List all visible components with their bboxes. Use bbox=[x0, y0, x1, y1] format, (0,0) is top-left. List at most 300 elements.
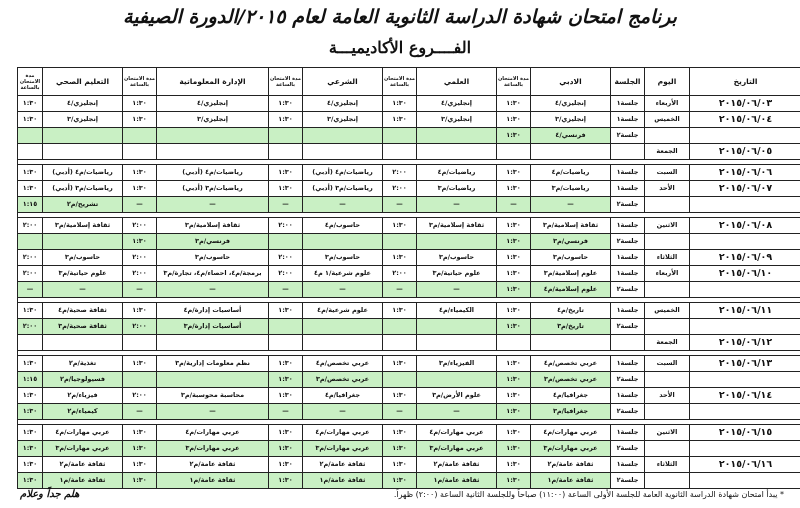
day-cell: الثلاثاء bbox=[645, 457, 690, 473]
it-management-cell: ثقافة إسلامية/م٣ bbox=[157, 218, 269, 234]
sharia-cell: رياضيات/م٤ (أدبي) bbox=[303, 165, 383, 181]
it-management-duration-cell: ١:٣٠ bbox=[123, 441, 157, 457]
literary-duration-cell: ١:٣٠ bbox=[497, 372, 531, 388]
health-education-duration-cell: ١:٣٠ bbox=[18, 165, 43, 181]
scientific-duration-cell: ٢:٠٠ bbox=[383, 181, 417, 197]
literary-cell bbox=[531, 335, 611, 351]
health-education-duration-cell: ١:٣٠ bbox=[18, 112, 43, 128]
literary-cell: رياضيات/م٣ bbox=[531, 181, 611, 197]
it-management-cell: — bbox=[157, 404, 269, 420]
table-row bbox=[18, 372, 800, 388]
scientific-duration-cell: ١:٣٠ bbox=[383, 112, 417, 128]
table-row bbox=[18, 473, 800, 489]
day-cell: الاثنين bbox=[645, 425, 690, 441]
scientific-cell: ثقافة عامة/م١ bbox=[417, 473, 497, 489]
sharia-duration-cell: ١:٣٠ bbox=[269, 425, 303, 441]
health-education-cell: تشريح/م٢ bbox=[43, 197, 123, 213]
date-cell: ٢٠١٥/٠٦/٠٨ bbox=[690, 218, 800, 234]
it-management-cell bbox=[157, 335, 269, 351]
it-management-duration-cell bbox=[123, 128, 157, 144]
health-education-duration-cell bbox=[18, 128, 43, 144]
literary-cell: عربي تخصص/م٤ bbox=[531, 356, 611, 372]
table-row bbox=[18, 457, 800, 473]
health-education-cell bbox=[43, 128, 123, 144]
health-education-cell: عربي مهارات/م٤ bbox=[43, 425, 123, 441]
day-cell: الجمعة bbox=[645, 335, 690, 351]
sharia-cell bbox=[303, 234, 383, 250]
sharia-cell: عربي مهارات/م٤ bbox=[303, 425, 383, 441]
sharia-cell: عربي تخصص/م٣ bbox=[303, 372, 383, 388]
literary-cell: إنجليزي/٣ bbox=[531, 112, 611, 128]
footer-note: * يبدأ امتحان شهادة الدراسة الثانوية العامة للجلسة الأولى الساعة (١١:٠٠) صباحاً وللجلسة الثانية الساعة (٢:٠٠) ظهراً. bbox=[393, 490, 784, 499]
scientific-duration-cell: ١:٣٠ bbox=[383, 425, 417, 441]
session-cell: جلسة١ bbox=[611, 303, 645, 319]
header-it-management: الإدارة المعلوماتية bbox=[157, 68, 269, 96]
health-education-duration-cell: ١:٣٠ bbox=[18, 96, 43, 112]
literary-duration-cell: ١:٣٠ bbox=[497, 234, 531, 250]
date-cell: ٢٠١٥/٠٦/١٢ bbox=[690, 335, 800, 351]
table-row bbox=[18, 335, 800, 351]
header-duration: مدة الامتحان بالساعة bbox=[18, 68, 43, 96]
literary-duration-cell: ١:٣٠ bbox=[497, 165, 531, 181]
scientific-cell: — bbox=[417, 404, 497, 420]
health-education-duration-cell bbox=[18, 335, 43, 351]
it-management-cell: أساسيات إدارة/م٣ bbox=[157, 319, 269, 335]
table-row bbox=[18, 303, 800, 319]
day-cell: الخميس bbox=[645, 303, 690, 319]
footer-wish: هلم جداً وعلام bbox=[20, 489, 80, 500]
date-cell: ٢٠١٥/٠٦/١٦ bbox=[690, 457, 800, 473]
health-education-duration-cell: ١:٣٠ bbox=[18, 388, 43, 404]
literary-duration-cell bbox=[497, 144, 531, 160]
scientific-duration-cell: ١:٣٠ bbox=[383, 96, 417, 112]
scientific-cell bbox=[417, 144, 497, 160]
health-education-cell: فيزياء/م٢ bbox=[43, 388, 123, 404]
sharia-cell: عربي تخصص/م٤ bbox=[303, 356, 383, 372]
health-education-duration-cell: ٢:٠٠ bbox=[18, 250, 43, 266]
health-education-cell: ثقافة صحية/م٣ bbox=[43, 319, 123, 335]
header-sharia: الشرعي bbox=[303, 68, 383, 96]
sharia-duration-cell: ١:٣٠ bbox=[269, 96, 303, 112]
header-health-education: التعليم الصحي bbox=[43, 68, 123, 96]
date-cell bbox=[690, 372, 800, 388]
date-cell bbox=[690, 234, 800, 250]
header-date: التاريخ bbox=[690, 68, 800, 96]
sharia-cell: حاسوب/م٣ bbox=[303, 250, 383, 266]
it-management-cell: حاسوب/م٣ bbox=[157, 250, 269, 266]
date-cell: ٢٠١٥/٠٦/٠٣ bbox=[690, 96, 800, 112]
it-management-duration-cell: — bbox=[123, 282, 157, 298]
scientific-duration-cell bbox=[383, 128, 417, 144]
literary-duration-cell bbox=[497, 335, 531, 351]
sharia-cell: رياضيات/م٣ (أدبي) bbox=[303, 181, 383, 197]
scientific-cell bbox=[417, 128, 497, 144]
scientific-cell: الفيزياء/م٣ bbox=[417, 356, 497, 372]
table-row bbox=[18, 218, 800, 234]
it-management-cell: — bbox=[157, 197, 269, 213]
date-cell: ٢٠١٥/٠٦/١٥ bbox=[690, 425, 800, 441]
sharia-duration-cell bbox=[269, 144, 303, 160]
day-cell: الاثنين bbox=[645, 218, 690, 234]
table-row bbox=[18, 266, 800, 282]
day-cell: الأحد bbox=[645, 181, 690, 197]
literary-duration-cell: ١:٣٠ bbox=[497, 319, 531, 335]
it-management-duration-cell bbox=[123, 144, 157, 160]
session-cell bbox=[611, 144, 645, 160]
day-cell: الأربعاء bbox=[645, 96, 690, 112]
scientific-duration-cell: ٢:٠٠ bbox=[383, 165, 417, 181]
it-management-duration-cell: ٢:٠٠ bbox=[123, 319, 157, 335]
literary-cell: عربي مهارات/م٣ bbox=[531, 441, 611, 457]
sharia-duration-cell: ١:٣٠ bbox=[269, 441, 303, 457]
literary-cell: ثقافة عامة/م٢ bbox=[531, 457, 611, 473]
sharia-duration-cell: ١:٣٠ bbox=[269, 165, 303, 181]
health-education-duration-cell bbox=[18, 234, 43, 250]
it-management-cell: ثقافة عامة/م١ bbox=[157, 473, 269, 489]
it-management-cell: عربي مهارات/م٣ bbox=[157, 441, 269, 457]
literary-cell: فرنسي/م٣ bbox=[531, 234, 611, 250]
scientific-duration-cell: — bbox=[383, 197, 417, 213]
day-cell: الثلاثاء bbox=[645, 250, 690, 266]
literary-cell: فرنسي/٤ bbox=[531, 128, 611, 144]
it-management-duration-cell: ١:٣٠ bbox=[123, 165, 157, 181]
scientific-cell: — bbox=[417, 197, 497, 213]
sharia-duration-cell bbox=[269, 234, 303, 250]
health-education-cell: تغذية/م٢ bbox=[43, 356, 123, 372]
it-management-cell: أساسيات إدارة/م٤ bbox=[157, 303, 269, 319]
session-cell: جلسة١ bbox=[611, 266, 645, 282]
sharia-cell bbox=[303, 335, 383, 351]
sharia-cell: علوم شرعية/١ م٤ bbox=[303, 266, 383, 282]
scientific-duration-cell: ١:٣٠ bbox=[383, 303, 417, 319]
health-education-cell bbox=[43, 144, 123, 160]
date-cell bbox=[690, 404, 800, 420]
sharia-duration-cell: ١:٣٠ bbox=[269, 303, 303, 319]
scientific-duration-cell bbox=[383, 144, 417, 160]
scientific-cell: حاسوب/م٣ bbox=[417, 250, 497, 266]
day-cell: الأحد bbox=[645, 388, 690, 404]
header-duration: مدة الامتحان بالساعة bbox=[497, 68, 531, 96]
it-management-cell: برمجة/م٤، احصاء/م٤، تجارة/م٣ bbox=[157, 266, 269, 282]
it-management-duration-cell bbox=[123, 335, 157, 351]
session-cell: جلسة١ bbox=[611, 457, 645, 473]
literary-cell: عربي مهارات/م٤ bbox=[531, 425, 611, 441]
session-cell: جلسة٢ bbox=[611, 441, 645, 457]
date-cell bbox=[690, 197, 800, 213]
scientific-duration-cell: ١:٣٠ bbox=[383, 441, 417, 457]
health-education-cell: رياضيات/م٣ (أدبي) bbox=[43, 181, 123, 197]
it-management-duration-cell: ١:٣٠ bbox=[123, 473, 157, 489]
table-row bbox=[18, 356, 800, 372]
health-education-duration-cell: ١:٣٠ bbox=[18, 473, 43, 489]
table-row bbox=[18, 404, 800, 420]
literary-duration-cell: ١:٣٠ bbox=[497, 404, 531, 420]
it-management-cell: إنجليزي/٣ bbox=[157, 112, 269, 128]
literary-duration-cell: ١:٣٠ bbox=[497, 388, 531, 404]
page-title: برنامج امتحان شهادة الدراسة الثانوية العامة لعام ٢٠١٥/الدورة الصيفية bbox=[123, 6, 677, 28]
literary-duration-cell: ١:٣٠ bbox=[497, 112, 531, 128]
scientific-duration-cell: ١:٣٠ bbox=[383, 218, 417, 234]
scientific-cell: عربي مهارات/م٤ bbox=[417, 425, 497, 441]
it-management-duration-cell: — bbox=[123, 404, 157, 420]
header-day: اليوم bbox=[645, 68, 690, 96]
day-cell bbox=[645, 234, 690, 250]
table-row bbox=[18, 144, 800, 160]
scientific-duration-cell: ١:٣٠ bbox=[383, 250, 417, 266]
table-row bbox=[18, 181, 800, 197]
session-cell: جلسة١ bbox=[611, 218, 645, 234]
scientific-cell: علوم الأرض/م٣ bbox=[417, 388, 497, 404]
scientific-cell: عربي مهارات/م٣ bbox=[417, 441, 497, 457]
date-cell: ٢٠١٥/٠٦/١٤ bbox=[690, 388, 800, 404]
sharia-duration-cell: — bbox=[269, 282, 303, 298]
it-management-cell bbox=[157, 372, 269, 388]
session-cell: جلسة١ bbox=[611, 356, 645, 372]
scientific-duration-cell: ١:٣٠ bbox=[383, 356, 417, 372]
scientific-cell: رياضيات/م٣ bbox=[417, 181, 497, 197]
literary-duration-cell: ١:٣٠ bbox=[497, 181, 531, 197]
scientific-cell bbox=[417, 319, 497, 335]
header-session: الجلسة bbox=[611, 68, 645, 96]
day-cell bbox=[645, 282, 690, 298]
it-management-duration-cell: ٢:٠٠ bbox=[123, 250, 157, 266]
literary-duration-cell: ١:٣٠ bbox=[497, 96, 531, 112]
schedule-table-wrap bbox=[17, 67, 781, 489]
sharia-cell: جغرافيا/م٤ bbox=[303, 388, 383, 404]
sharia-duration-cell: ٢:٠٠ bbox=[269, 218, 303, 234]
page-subtitle: الفــــروع الأكاديميـــة bbox=[328, 38, 472, 57]
table-row bbox=[18, 128, 800, 144]
exam-schedule-table bbox=[17, 67, 800, 489]
literary-duration-cell: ١:٣٠ bbox=[497, 356, 531, 372]
health-education-cell: — bbox=[43, 282, 123, 298]
session-cell: جلسة١ bbox=[611, 181, 645, 197]
it-management-cell bbox=[157, 128, 269, 144]
it-management-cell: فرنسي/م٣ bbox=[157, 234, 269, 250]
it-management-duration-cell: — bbox=[123, 197, 157, 213]
scientific-cell: إنجليزي/٤ bbox=[417, 96, 497, 112]
scientific-cell: الكيمياء/م٤ bbox=[417, 303, 497, 319]
day-cell: الجمعة bbox=[645, 144, 690, 160]
it-management-duration-cell: ٢:٠٠ bbox=[123, 218, 157, 234]
health-education-duration-cell: ١:٣٠ bbox=[18, 425, 43, 441]
date-cell: ٢٠١٥/٠٦/٠٥ bbox=[690, 144, 800, 160]
sharia-cell: ثقافة عامة/م٢ bbox=[303, 457, 383, 473]
literary-cell: عربي تخصص/م٣ bbox=[531, 372, 611, 388]
health-education-cell: ثقافة عامة/م٢ bbox=[43, 457, 123, 473]
it-management-duration-cell bbox=[123, 372, 157, 388]
sharia-duration-cell: ١:٣٠ bbox=[269, 112, 303, 128]
scientific-cell bbox=[417, 234, 497, 250]
health-education-cell: إنجليزي/٣ bbox=[43, 112, 123, 128]
table-row bbox=[18, 250, 800, 266]
table-row bbox=[18, 165, 800, 181]
scientific-duration-cell bbox=[383, 372, 417, 388]
day-cell bbox=[645, 372, 690, 388]
table-header-row bbox=[18, 68, 800, 96]
scientific-duration-cell: — bbox=[383, 404, 417, 420]
sharia-duration-cell: ١:٣٠ bbox=[269, 356, 303, 372]
health-education-duration-cell: ٢:٠٠ bbox=[18, 319, 43, 335]
scientific-cell: إنجليزي/٣ bbox=[417, 112, 497, 128]
session-cell: جلسة١ bbox=[611, 165, 645, 181]
health-education-duration-cell: ١:٣٠ bbox=[18, 303, 43, 319]
health-education-duration-cell: ١:٣٠ bbox=[18, 441, 43, 457]
scientific-duration-cell: ١:٣٠ bbox=[383, 457, 417, 473]
day-cell: الخميس bbox=[645, 112, 690, 128]
sharia-cell: — bbox=[303, 282, 383, 298]
it-management-cell: ثقافة عامة/م٢ bbox=[157, 457, 269, 473]
sharia-duration-cell: ١:٣٠ bbox=[269, 388, 303, 404]
it-management-cell bbox=[157, 144, 269, 160]
table-row bbox=[18, 112, 800, 128]
literary-cell: علوم إسلامية/م٣ bbox=[531, 266, 611, 282]
sharia-cell: ثقافة عامة/م١ bbox=[303, 473, 383, 489]
date-cell: ٢٠١٥/٠٦/٠٤ bbox=[690, 112, 800, 128]
it-management-cell: رياضيات/م٤ (أدبي) bbox=[157, 165, 269, 181]
literary-cell: جغرافيا/م٣ bbox=[531, 404, 611, 420]
table-row bbox=[18, 425, 800, 441]
session-cell: جلسة١ bbox=[611, 96, 645, 112]
session-cell: جلسة٢ bbox=[611, 282, 645, 298]
sharia-duration-cell: ١:٣٠ bbox=[269, 457, 303, 473]
literary-duration-cell: ١:٣٠ bbox=[497, 473, 531, 489]
sharia-cell bbox=[303, 144, 383, 160]
sharia-duration-cell: — bbox=[269, 404, 303, 420]
session-cell: جلسة٢ bbox=[611, 372, 645, 388]
date-cell bbox=[690, 473, 800, 489]
table-row bbox=[18, 282, 800, 298]
sharia-duration-cell: ١:٣٠ bbox=[269, 181, 303, 197]
literary-cell: ثقافة عامة/م١ bbox=[531, 473, 611, 489]
scientific-duration-cell: — bbox=[383, 282, 417, 298]
literary-cell: جغرافيا/م٤ bbox=[531, 388, 611, 404]
day-cell bbox=[645, 473, 690, 489]
sharia-duration-cell: ١:٣٠ bbox=[269, 473, 303, 489]
it-management-duration-cell: ١:٣٠ bbox=[123, 96, 157, 112]
health-education-duration-cell: ١:٣٠ bbox=[18, 457, 43, 473]
literary-cell: تاريخ/م٤ bbox=[531, 303, 611, 319]
header-duration: مدة الامتحان بالساعة bbox=[269, 68, 303, 96]
sharia-duration-cell: ٢:٠٠ bbox=[269, 266, 303, 282]
scientific-cell: — bbox=[417, 282, 497, 298]
date-cell: ٢٠١٥/٠٦/٠٦ bbox=[690, 165, 800, 181]
table-row bbox=[18, 234, 800, 250]
health-education-duration-cell: ٢:٠٠ bbox=[18, 266, 43, 282]
table-row bbox=[18, 388, 800, 404]
scientific-cell: علوم حياتية/م٣ bbox=[417, 266, 497, 282]
session-cell: جلسة٢ bbox=[611, 128, 645, 144]
it-management-duration-cell: ٢:٠٠ bbox=[123, 266, 157, 282]
scientific-cell: ثقافة إسلامية/م٣ bbox=[417, 218, 497, 234]
it-management-duration-cell: ٢:٠٠ bbox=[123, 388, 157, 404]
session-cell: جلسة١ bbox=[611, 425, 645, 441]
health-education-cell: ثقافة عامة/م١ bbox=[43, 473, 123, 489]
date-cell bbox=[690, 128, 800, 144]
table-row bbox=[18, 96, 800, 112]
health-education-duration-cell bbox=[18, 144, 43, 160]
health-education-cell: علوم حياتية/م٣ bbox=[43, 266, 123, 282]
health-education-cell: كيمياء/م٢ bbox=[43, 404, 123, 420]
it-management-duration-cell: ١:٣٠ bbox=[123, 303, 157, 319]
it-management-duration-cell: ١:٣٠ bbox=[123, 234, 157, 250]
date-cell bbox=[690, 282, 800, 298]
scientific-cell: رياضيات/م٤ bbox=[417, 165, 497, 181]
health-education-duration-cell: ١:٣٠ bbox=[18, 356, 43, 372]
sharia-cell: — bbox=[303, 404, 383, 420]
literary-duration-cell: ١:٣٠ bbox=[497, 441, 531, 457]
sharia-cell bbox=[303, 128, 383, 144]
date-cell bbox=[690, 319, 800, 335]
literary-cell: رياضيات/م٤ bbox=[531, 165, 611, 181]
health-education-duration-cell: — bbox=[18, 282, 43, 298]
date-cell: ٢٠١٥/٠٦/١١ bbox=[690, 303, 800, 319]
literary-cell: إنجليزي/٤ bbox=[531, 96, 611, 112]
sharia-duration-cell: ٢:٠٠ bbox=[269, 250, 303, 266]
scientific-duration-cell: ١:٣٠ bbox=[383, 388, 417, 404]
table-row bbox=[18, 197, 800, 213]
scientific-cell: ثقافة عامة/م٢ bbox=[417, 457, 497, 473]
day-cell bbox=[645, 404, 690, 420]
table-row bbox=[18, 441, 800, 457]
health-education-cell: رياضيات/م٤ (أدبي) bbox=[43, 165, 123, 181]
day-cell: الأربعاء bbox=[645, 266, 690, 282]
sharia-duration-cell: ١:٣٠ bbox=[269, 372, 303, 388]
it-management-duration-cell: ١:٣٠ bbox=[123, 112, 157, 128]
sharia-cell: — bbox=[303, 197, 383, 213]
health-education-cell: فسيولوجيا/م٢ bbox=[43, 372, 123, 388]
scientific-cell bbox=[417, 372, 497, 388]
session-cell: جلسة٢ bbox=[611, 319, 645, 335]
sharia-duration-cell bbox=[269, 335, 303, 351]
it-management-cell: رياضيات/م٣ (أدبي) bbox=[157, 181, 269, 197]
header-duration: مدة الامتحان بالساعة bbox=[383, 68, 417, 96]
date-cell bbox=[690, 441, 800, 457]
schedule-body bbox=[18, 96, 800, 489]
scientific-duration-cell bbox=[383, 319, 417, 335]
literary-cell: — bbox=[531, 197, 611, 213]
scientific-duration-cell bbox=[383, 234, 417, 250]
sharia-cell: إنجليزي/٣ bbox=[303, 112, 383, 128]
header-scientific: العلمي bbox=[417, 68, 497, 96]
health-education-duration-cell: ١:٣٠ bbox=[18, 181, 43, 197]
session-cell: جلسة٢ bbox=[611, 234, 645, 250]
it-management-cell: — bbox=[157, 282, 269, 298]
sharia-duration-cell bbox=[269, 319, 303, 335]
health-education-duration-cell: ١:٣٠ bbox=[18, 404, 43, 420]
scientific-cell bbox=[417, 335, 497, 351]
session-cell: جلسة١ bbox=[611, 388, 645, 404]
header-literary: الادبي bbox=[531, 68, 611, 96]
literary-duration-cell: ١:٣٠ bbox=[497, 457, 531, 473]
date-cell: ٢٠١٥/٠٦/٠٩ bbox=[690, 250, 800, 266]
date-cell: ٢٠١٥/٠٦/٠٧ bbox=[690, 181, 800, 197]
literary-cell bbox=[531, 144, 611, 160]
day-cell: السبت bbox=[645, 356, 690, 372]
health-education-cell: ثقافة إسلامية/م٣ bbox=[43, 218, 123, 234]
health-education-cell bbox=[43, 335, 123, 351]
it-management-cell: عربي مهارات/م٤ bbox=[157, 425, 269, 441]
session-cell: جلسة١ bbox=[611, 112, 645, 128]
health-education-cell: عربي مهارات/م٣ bbox=[43, 441, 123, 457]
it-management-cell: نظم معلومات إدارية/م٣ bbox=[157, 356, 269, 372]
literary-duration-cell: ١:٣٠ bbox=[497, 425, 531, 441]
sharia-duration-cell bbox=[269, 128, 303, 144]
sharia-cell: إنجليزي/٤ bbox=[303, 96, 383, 112]
it-management-cell: محاسبة محوسبة/م٣ bbox=[157, 388, 269, 404]
scientific-duration-cell: ١:٣٠ bbox=[383, 473, 417, 489]
health-education-cell bbox=[43, 234, 123, 250]
